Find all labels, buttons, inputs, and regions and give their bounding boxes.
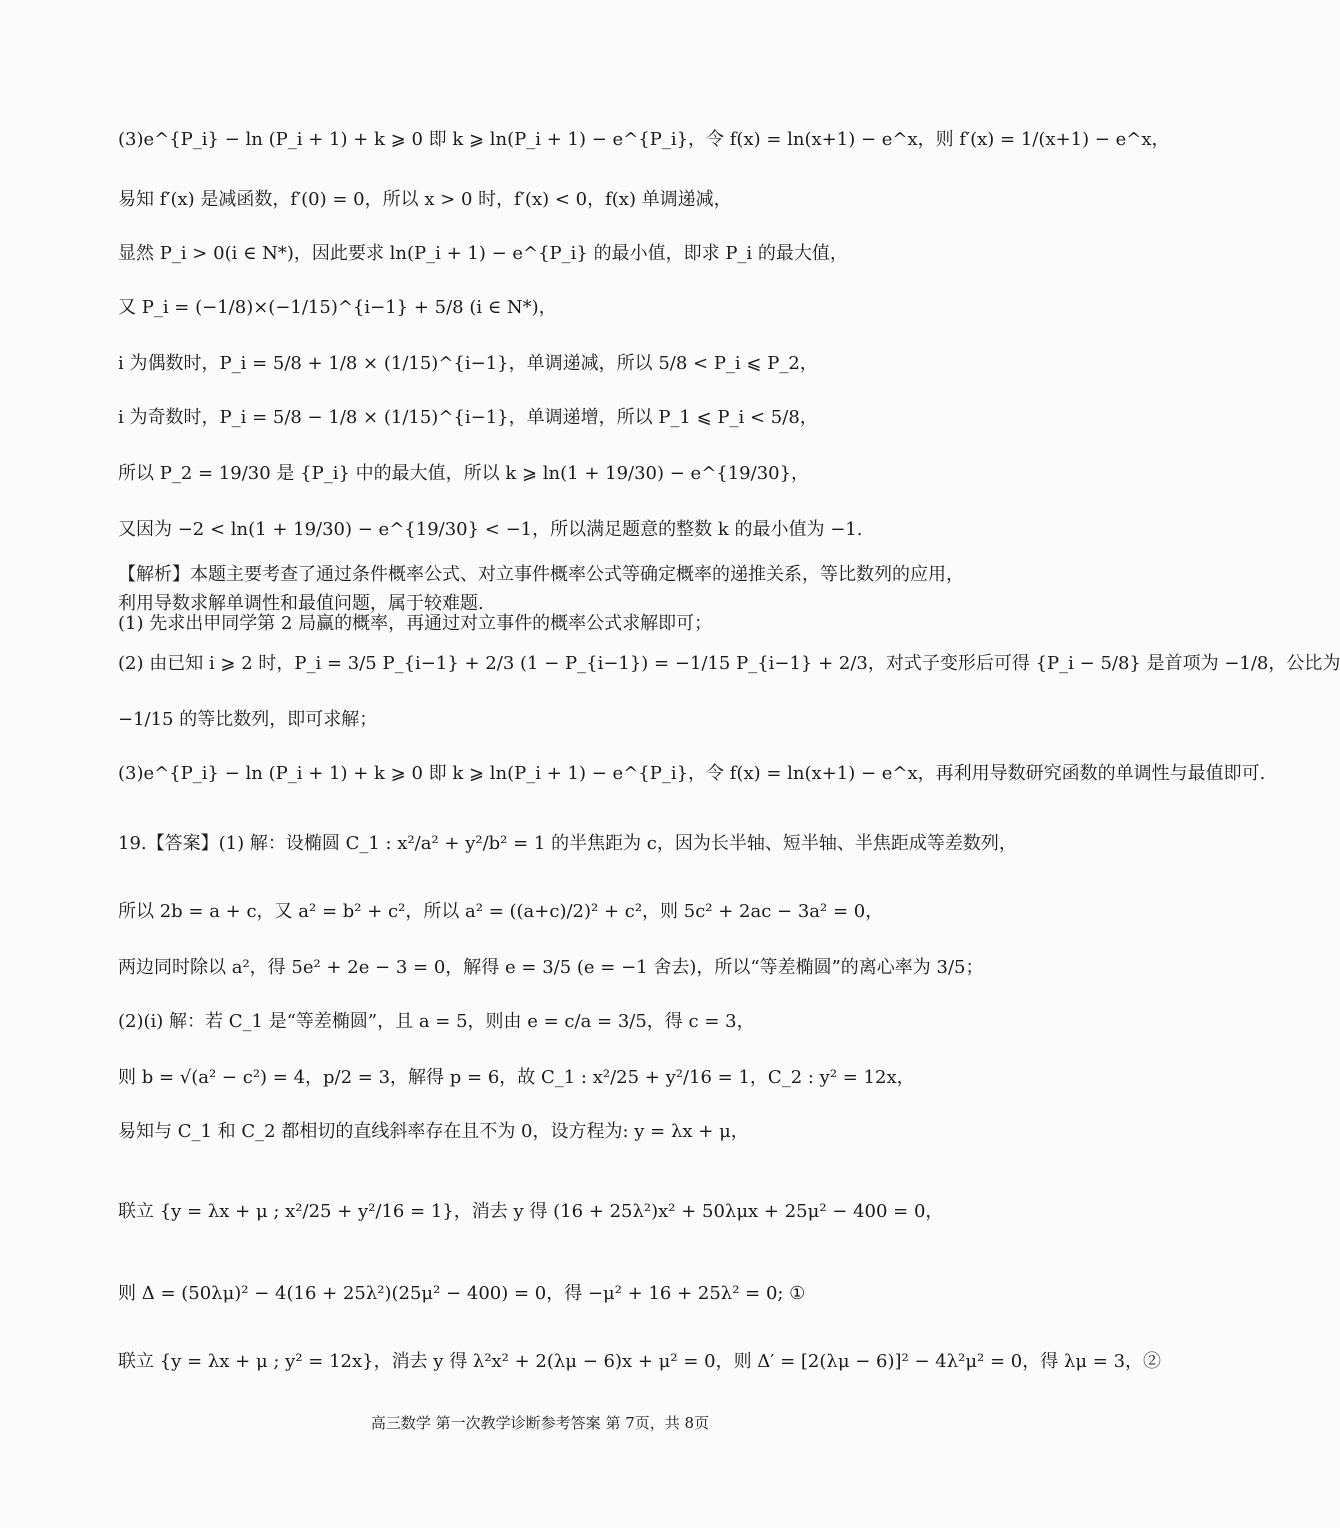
text-line: (2) 由已知 i ⩾ 2 时，P_i = 3/5 P_{i−1} + 2/3 (1 − P_{i−1}) = −1/15 P_{i−1} + 2/3，对式子变形后可得 {P_i − 5/8} 是首项为 −1/8，公比为: [118, 653, 1340, 674]
text-line: (1) 先求出甲同学第 2 局赢的概率，再通过对立事件的概率公式求解即可；: [118, 613, 713, 634]
text-line: i 为偶数时，P_i = 5/8 + 1/8 × (1/15)^{i−1}，单调递减，所以 5/8 < P_i ⩽ P_2，: [118, 353, 818, 374]
text-line: (3)e^{P_i} − ln (P_i + 1) + k ⩾ 0 即 k ⩾ ln(P_i + 1) − e^{P_i}，令 f(x) = ln(x+1) − e^x，则 f′(x) = 1/(x+1) − e^x，: [118, 129, 1170, 150]
text-line: −1/15 的等比数列，即可求解；: [118, 709, 378, 730]
page-footer: 高三数学 第一次教学诊断参考答案 第 7页，共 8页: [370, 1414, 710, 1432]
text-line: (2)(i) 解：若 C_1 是“等差椭圆”，且 a = 5，则由 e = c/a = 3/5，得 c = 3，: [118, 1011, 755, 1032]
text-line: 又 P_i = (−1/8)×(−1/15)^{i−1} + 5/8 (i ∈ N*)，: [118, 297, 557, 318]
text-line: 易知 f′(x) 是减函数，f′(0) = 0，所以 x > 0 时，f′(x) < 0，f(x) 单调递减，: [118, 189, 732, 210]
text-line: 所以 P_2 = 19/30 是 {P_i} 中的最大值，所以 k ⩾ ln(1 + 19/30) − e^{19/30}，: [118, 463, 810, 484]
text-line: 又因为 −2 < ln(1 + 19/30) − e^{19/30} < −1，所以满足题意的整数 k 的最小值为 −1.: [118, 519, 863, 540]
text-line: 联立 {y = λx + μ ; y² = 12x}，消去 y 得 λ²x² + 2(λμ − 6)x + μ² = 0，则 Δ′ = [2(λμ − 6)]² − 4λ²μ² = 0，得 λμ = 3，②: [118, 1351, 1162, 1372]
text-line: 易知与 C_1 和 C_2 都相切的直线斜率存在且不为 0，设方程为: y = λx + μ，: [118, 1121, 749, 1142]
text-line: 联立 {y = λx + μ ; x²/25 + y²/16 = 1}，消去 y 得 (16 + 25λ²)x² + 50λμx + 25μ² − 400 = 0，: [118, 1201, 944, 1222]
text-line: 两边同时除以 a²，得 5e² + 2e − 3 = 0，解得 e = 3/5 (e = −1 舍去)，所以“等差椭圆”的离心率为 3/5；: [118, 957, 984, 978]
text-line: 显然 P_i > 0(i ∈ N*)，因此要求 ln(P_i + 1) − e^{P_i} 的最小值，即求 P_i 的最大值，: [118, 243, 848, 264]
text-line: (3)e^{P_i} − ln (P_i + 1) + k ⩾ 0 即 k ⩾ ln(P_i + 1) − e^{P_i}，令 f(x) = ln(x+1) − e^x，再利用导数研究函数的单调性与最值即可.: [118, 763, 1266, 784]
text-line: 则 Δ = (50λμ)² − 4(16 + 25λ²)(25μ² − 400) = 0，得 −μ² + 16 + 25λ² = 0; ①: [118, 1283, 806, 1304]
text-line: i 为奇数时，P_i = 5/8 − 1/8 × (1/15)^{i−1}，单调递增，所以 P_1 ⩽ P_i < 5/8，: [118, 407, 818, 428]
text-line: 【解析】本题主要考查了通过条件概率公式、对立事件概率公式等确定概率的递推关系，等比数列的应用，利用导数求解单调性和最值问题，属于较难题.: [118, 564, 964, 614]
text-line: 19.【答案】(1) 解：设椭圆 C_1 : x²/a² + y²/b² = 1 的半焦距为 c，因为长半轴、短半轴、半焦距成等差数列，: [118, 833, 1017, 854]
text-line: 所以 2b = a + c，又 a² = b² + c²，所以 a² = ((a+c)/2)² + c²，则 5c² + 2ac − 3a² = 0，: [118, 901, 884, 922]
text-line: 则 b = √(a² − c²) = 4，p/2 = 3，解得 p = 6，故 C_1 : x²/25 + y²/16 = 1，C_2 : y² = 12x，: [118, 1067, 915, 1088]
